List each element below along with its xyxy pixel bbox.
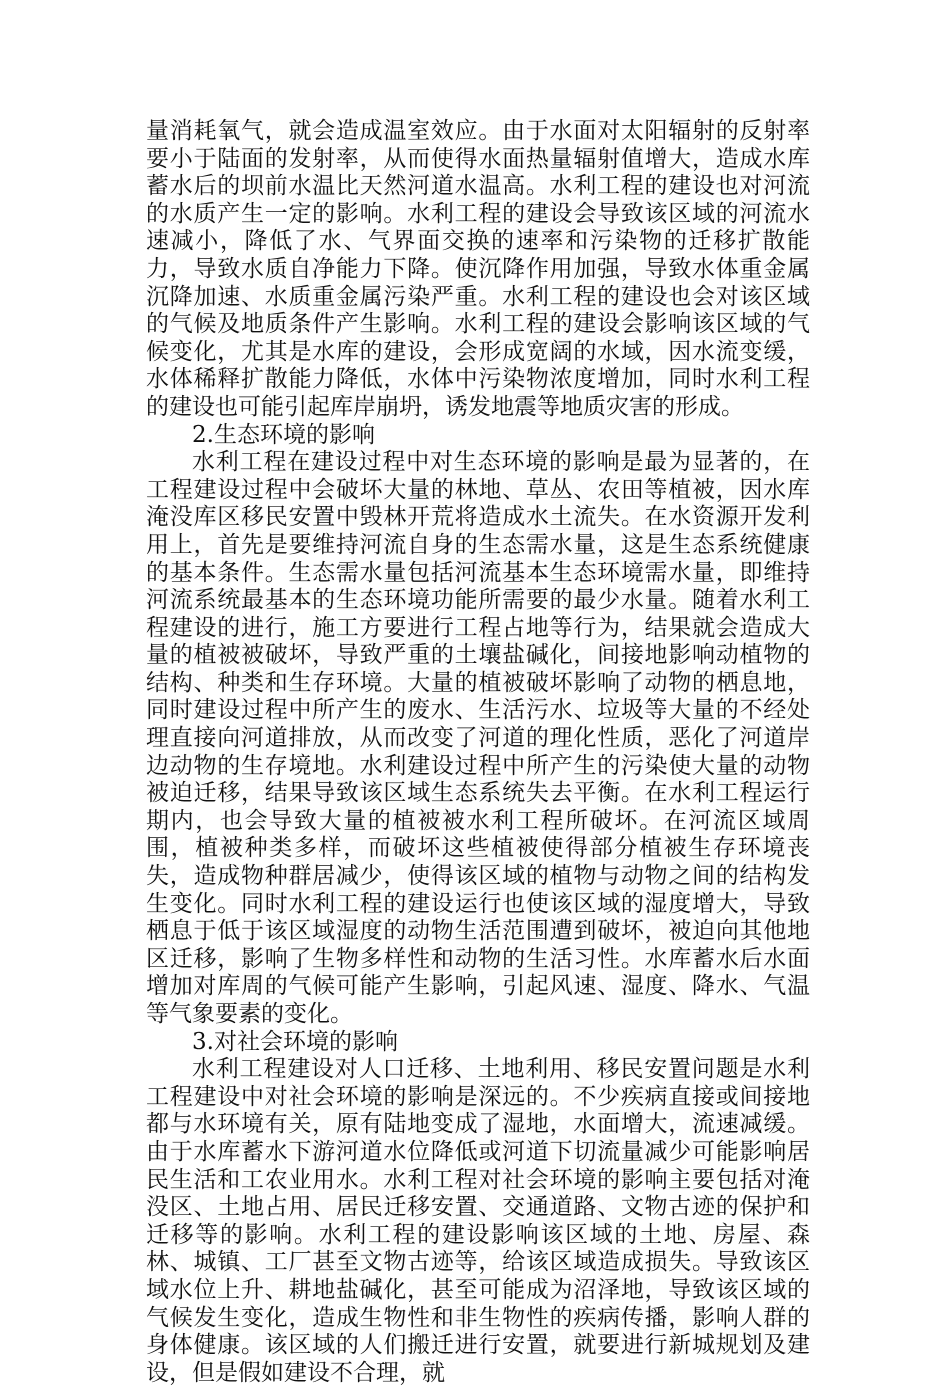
section-heading-ecological: 2.生态环境的影响 — [192, 421, 375, 448]
section-heading-social: 3.对社会环境的影响 — [192, 1028, 398, 1055]
paragraph-social-impact: 水利工程建设对人口迁移、土地利用、移民安置问题是水利工程建设中对社会环境的影响是深远的。不少疾病直接或间接地都与水环境有关，原有陆地变成了湿地，水面增大，流速减缓。由于水库蓄水下游河道水位降低或河道下切流量减少可能影响居民生活和工农业用水。水利工程对社会环境的影响主要包括对淹没区、土地占用、居民迁移安置、交通道路、文物古迹的保护和迁移等的影响。水利工程的建设影响该区域的土地、房屋、森林、城镇、工厂甚至文物古迹等，给该区域造成损失。导致该区域水位上升、耕地盐碱化，甚至可能成为沼泽地，导致该区域的气候发生变化，造成生物性和非生物性的疾病传播，影响人群的身体健康。该区域的人们搬迁进行安置，就要进行新城规划及建设，但是假如建设不合理，就 — [146, 1056, 810, 1386]
paragraph-water-quality-climate: 量消耗氧气，就会造成温室效应。由于水面对太阳辐射的反射率要小于陆面的发射率，从而使得水面热量辐射值增大，造成水库蓄水后的坝前水温比天然河道水温高。水利工程的建设也对河流的水质产生一定的影响。水利工程的建设会导致该区域的河流水速减小，降低了水、气界面交换的速率和污染物的迁移扩散能力，导致水质自净能力下降。使沉降作用加强，导致水体重金属沉降加速、水质重金属污染严重。水利工程的建设也会对该区域的气候及地质条件产生影响。水利工程的建设会影响该区域的气候变化，尤其是水库的建设，会形成宽阔的水域，因水流变缓，水体稀释扩散能力降低，水体中污染物浓度增加，同时水利工程的建设也可能引起库岸崩坍，诱发地震等地质灾害的形成。 — [146, 118, 810, 420]
paragraph-ecological-impact: 水利工程在建设过程中对生态环境的影响是最为显著的，在工程建设过程中会破坏大量的林地、草丛、农田等植被，因水库淹没库区移民安置中毁林开荒将造成水土流失。在水资源开发利用上，首先是要维持河流自身的生态需水量，这是生态系统健康的基本条件。生态需水量包括河流基本生态环境需水量，即维持河流系统最基本的生态环境功能所需要的最少水量。随着水利工程建设的进行，施工方要进行工程占地等行为，结果就会造成大量的植被被破坏，导致严重的土壤盐碱化，间接地影响动植物的结构、种类和生存环境。大量的植被破坏影响了动物的栖息地，同时建设过程中所产生的废水、生活污水、垃圾等大量的不经处理直接向河道排放，从而改变了河道的理化性质，恶化了河道岸边动物的生存境地。水利建设过程中所产生的污染使大量的动物被迫迁移，结果导致该区域生态系统失去平衡。在水利工程运行期内，也会导致大量的植被被水利工程所破坏。在河流区域周围，植被种类多样，而破坏这些植被使得部分植被生存环境丧失，造成物种群居减少，使得该区域的植物与动物之间的结构发生变化。同时水利工程的建设运行也使该区域的湿度增大，导致栖息于低于该区域湿度的动物生活范围遭到破坏，被迫向其他地区迁移，影响了生物多样性和动物的生活习性。水库蓄水后水面增加对库周的气候可能产生影响，引起风速、湿度、降水、气温等气象要素的变化。 — [146, 449, 810, 1027]
document-page — [146, 118, 810, 1387]
